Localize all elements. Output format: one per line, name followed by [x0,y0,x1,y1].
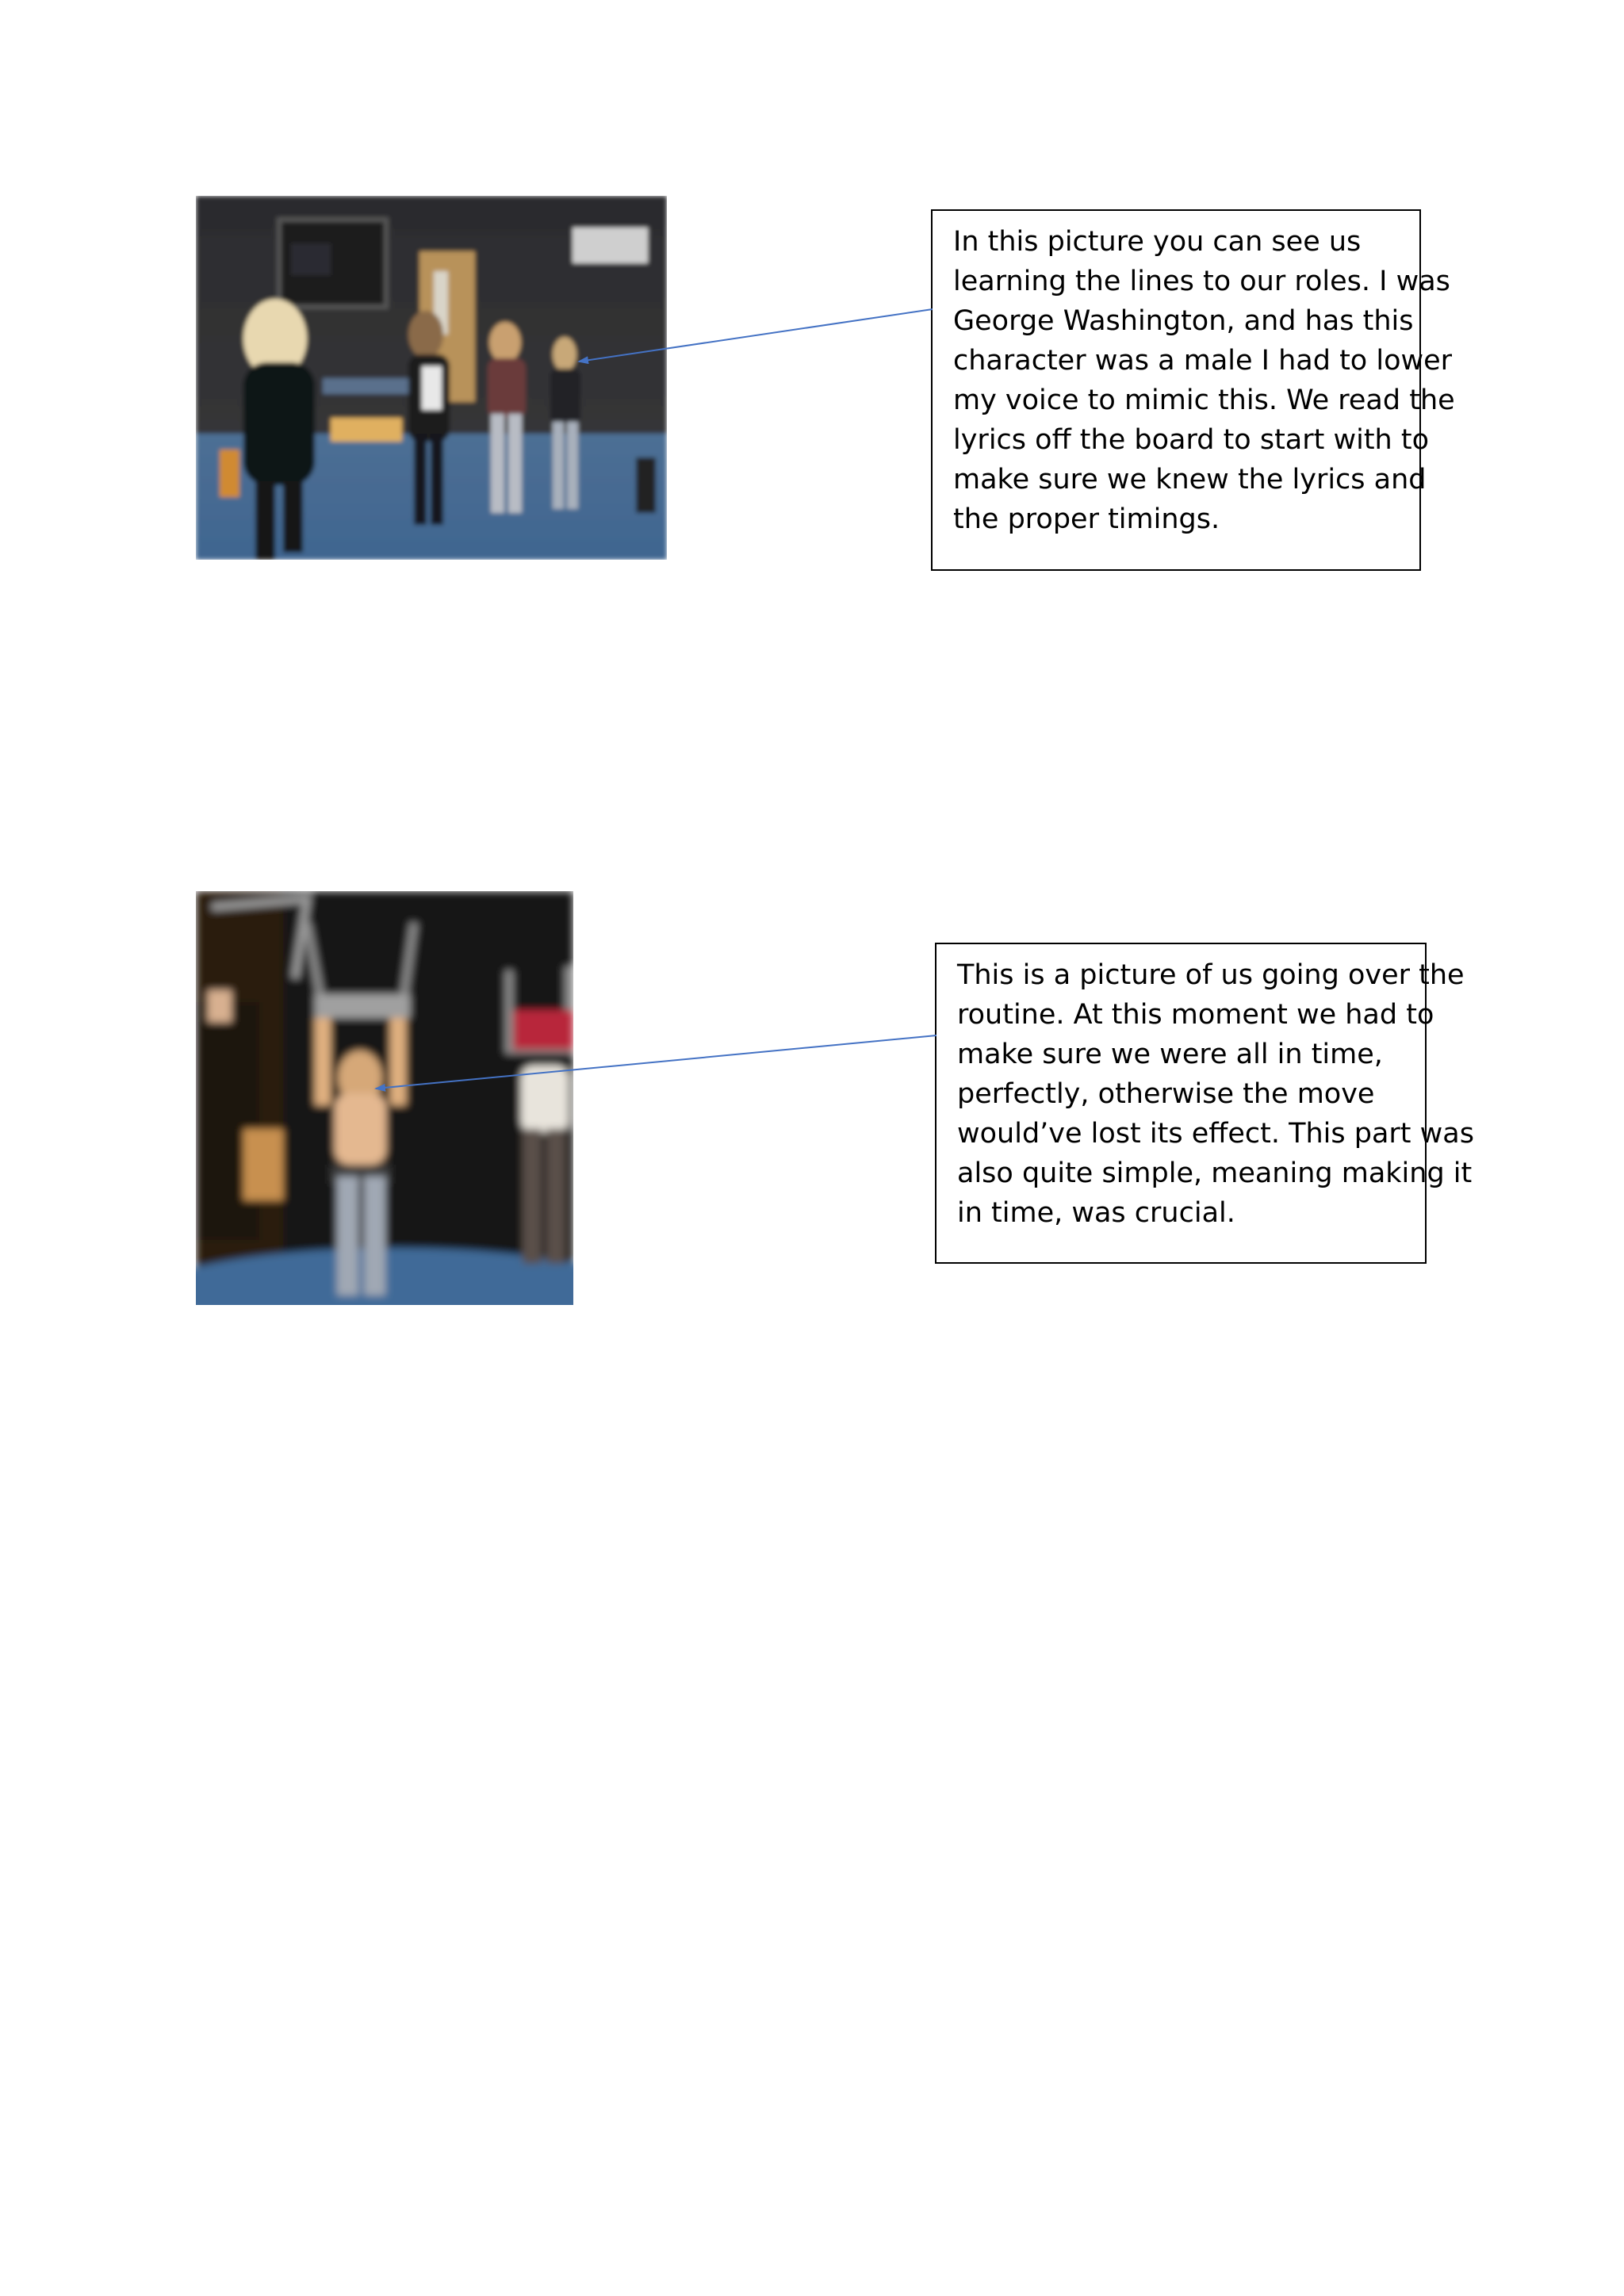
caption-1-line-1: In this picture you can see us [953,226,1362,258]
caption-1-line-4: character was a male I had to lower [953,345,1453,377]
photo-2-image [196,891,573,1305]
caption-box-1 [931,209,1455,571]
caption-1-line-6: lyrics off the board to start with to [953,424,1429,456]
caption-2-line-6: also quite simple, meaning making it [957,1158,1473,1189]
caption-1-line-8: the proper timings. [953,503,1220,535]
caption-1-line-7: make sure we knew the lyrics and [953,464,1427,496]
caption-2-line-1: This is a picture of us going over the [957,959,1465,991]
caption-2-line-2: routine. At this moment we had to [957,999,1434,1031]
caption-box-2 [935,943,1474,1264]
caption-2-line-3: make sure we were all in time, [957,1039,1383,1070]
rehearsal-photo-1 [196,196,667,560]
caption-2-line-4: perfectly, otherwise the move [957,1078,1375,1110]
caption-1-line-5: my voice to mimic this. We read the [953,385,1455,416]
rehearsal-photo-2 [196,891,573,1305]
caption-2-line-7: in time, was crucial. [957,1197,1235,1229]
photo-1-image [196,196,667,560]
caption-1-line-2: learning the lines to our roles. I was [953,266,1450,297]
caption-2-line-5: would’ve lost its effect. This part was [957,1118,1474,1150]
caption-1-line-3: George Washington, and has this [953,305,1414,337]
